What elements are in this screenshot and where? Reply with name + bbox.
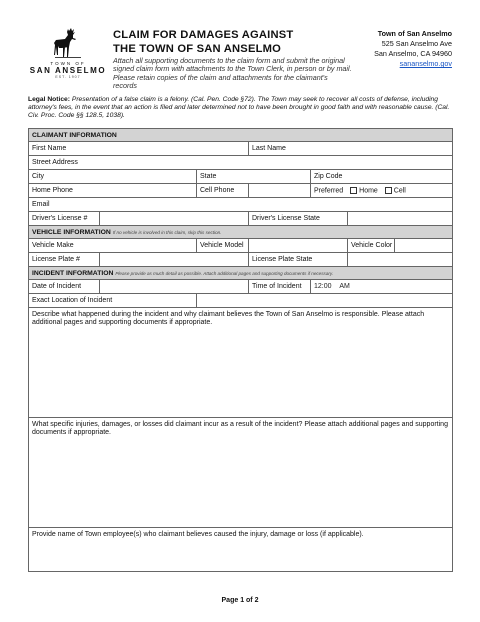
legal-notice-text: Presentation of a false claim is a felony. (Cal. Pen. Code §72). The Town may seek to recover all costs of defense, including attorney's fees, in the event that an action is filed and later determined not to have been brought in good faith and with reasonable cause. (Cal. Civ. Proc. Code §§ 128.5, 1038). (28, 96, 450, 119)
zip-field[interactable] (311, 170, 453, 184)
address-street: 525 San Anselmo Ave (381, 39, 452, 48)
incident-description-prompt: Describe what happened during the incident and why claimant believes the Town of San Anselmo is responsible. Please attach additional pages and supporting documents if appropriate. (32, 311, 425, 326)
row-street (29, 156, 453, 170)
home-option-label: Home (359, 187, 378, 195)
email-label: Email (32, 201, 50, 208)
vehicle-header-note: If no vehicle is involved in this claim, skip this section. (112, 229, 222, 235)
incident-header-title: INCIDENT INFORMATION (32, 269, 114, 277)
incident-description-field[interactable] (29, 308, 453, 418)
form-title-block (113, 29, 353, 91)
drivers-license-input[interactable] (100, 212, 249, 226)
form-instructions: Attach all supporting documents to the claim form and submit the original signed claim form with attachments to the Town Clerk, in person or by mail. Please retain copies of the claim and attachments for the claimant's records (113, 56, 352, 91)
legal-notice (28, 96, 453, 120)
first-name-field[interactable] (29, 142, 249, 156)
row-incident-location (29, 294, 453, 308)
vehicle-make-field[interactable] (29, 239, 197, 253)
logo-town-text: TOWN OF (50, 61, 86, 66)
claimant-header: CLAIMANT INFORMATION (29, 129, 453, 142)
home-phone-label: Home Phone (32, 187, 73, 194)
row-name (29, 142, 453, 156)
cell-phone-value[interactable] (249, 184, 311, 198)
state-field[interactable] (197, 170, 311, 184)
drivers-license-state-label-cell (249, 212, 348, 226)
incident-location-input[interactable] (197, 294, 453, 308)
incident-time-label-cell (249, 280, 311, 294)
row-vehicle-make (29, 239, 453, 253)
vehicle-color-label: Vehicle Color (351, 242, 393, 249)
cell-checkbox[interactable] (385, 187, 392, 194)
incident-date-label-cell (29, 280, 100, 294)
row-q3 (29, 528, 453, 572)
incident-location-field[interactable] (29, 294, 197, 308)
home-phone-field[interactable] (29, 184, 197, 198)
plate-input[interactable] (100, 253, 249, 267)
last-name-label: Last Name (252, 145, 286, 152)
drivers-license-state-input[interactable] (348, 212, 453, 226)
section-vehicle-header (29, 226, 453, 239)
incident-time-input[interactable] (311, 280, 453, 294)
logo-name-text: SAN ANSELMO (29, 66, 107, 75)
incident-location-label: Exact Location of Incident (32, 297, 113, 304)
address-name: Town of San Anselmo (377, 29, 452, 38)
section-incident-header (29, 267, 453, 280)
plate-state-input[interactable] (348, 253, 453, 267)
zip-label: Zip Code (314, 173, 343, 180)
plate-state-label-cell (249, 253, 348, 267)
vehicle-header (29, 226, 453, 239)
logo-est-text: EST. 1907 (55, 75, 81, 79)
email-field[interactable] (29, 198, 453, 212)
city-field[interactable] (29, 170, 197, 184)
damages-prompt: What specific injuries, damages, or losses did claimant incur as a result of the incident? Please attach additional pages and supporting documents if appropriate. (32, 421, 448, 436)
street-address-field[interactable] (29, 156, 453, 170)
plate-label-cell (29, 253, 100, 267)
preferred-contact (311, 184, 453, 198)
town-logo (28, 26, 108, 79)
row-q1 (29, 308, 453, 418)
section-claimant-header (29, 129, 453, 142)
drivers-license-label-cell (29, 212, 100, 226)
vehicle-model-input[interactable] (249, 239, 348, 253)
employee-field[interactable] (29, 528, 453, 572)
first-name-label: First Name (32, 145, 67, 152)
vehicle-make-label: Vehicle Make (32, 242, 74, 249)
town-address (374, 29, 452, 69)
legal-notice-label: Legal Notice: (28, 96, 70, 103)
address-city: San Anselmo, CA 94960 (374, 49, 452, 58)
city-label: City (32, 173, 45, 180)
home-checkbox[interactable] (350, 187, 357, 194)
state-label: State (200, 173, 217, 180)
incident-header-note: Please provide as much detail as possible. Attach additional pages and supporting documents if necessary. (115, 270, 334, 276)
cell-phone-label: Cell Phone (200, 187, 235, 194)
row-incident-date (29, 280, 453, 294)
row-license (29, 212, 453, 226)
cell-option-label: Cell (393, 187, 406, 195)
claim-form-table (28, 128, 453, 572)
incident-date-label: Date of Incident (32, 283, 82, 290)
incident-header (29, 267, 453, 280)
vehicle-model-label: Vehicle Model (200, 242, 244, 249)
row-plate (29, 253, 453, 267)
vehicle-color-label-cell (348, 239, 395, 253)
website-link[interactable]: sananselmo.gov (399, 59, 452, 68)
incident-time-ampm: AM (339, 283, 350, 290)
form-title-line2: THE TOWN OF SAN ANSELMO (113, 42, 282, 55)
incident-time-value: 12:00 (314, 283, 332, 290)
damages-field[interactable] (29, 418, 453, 528)
vehicle-model-label-cell (197, 239, 249, 253)
row-q2 (29, 418, 453, 528)
row-email (29, 198, 453, 212)
page-number: Page 1 of 2 (221, 597, 259, 604)
row-phone (29, 184, 453, 198)
row-city (29, 170, 453, 184)
incident-time-label: Time of Incident (252, 283, 302, 290)
vehicle-color-input[interactable] (395, 239, 453, 253)
cell-phone-field[interactable] (197, 184, 249, 198)
last-name-field[interactable] (249, 142, 453, 156)
street-address-label: Street Address (32, 159, 78, 166)
plate-state-label: License Plate State (252, 256, 313, 263)
form-title-line1: CLAIM FOR DAMAGES AGAINST (113, 29, 294, 41)
vehicle-header-title: VEHICLE INFORMATION (32, 228, 111, 236)
preferred-label: Preferred (314, 187, 344, 195)
drivers-license-label: Driver's License # (32, 215, 88, 222)
plate-label: License Plate # (32, 256, 80, 263)
drivers-license-state-label: Driver's License State (252, 215, 320, 222)
incident-date-input[interactable] (100, 280, 249, 294)
deer-emblem-icon (51, 26, 85, 60)
employee-prompt: Provide name of Town employee(s) who claimant believes caused the injury, damage or loss (if applicable). (32, 531, 364, 538)
